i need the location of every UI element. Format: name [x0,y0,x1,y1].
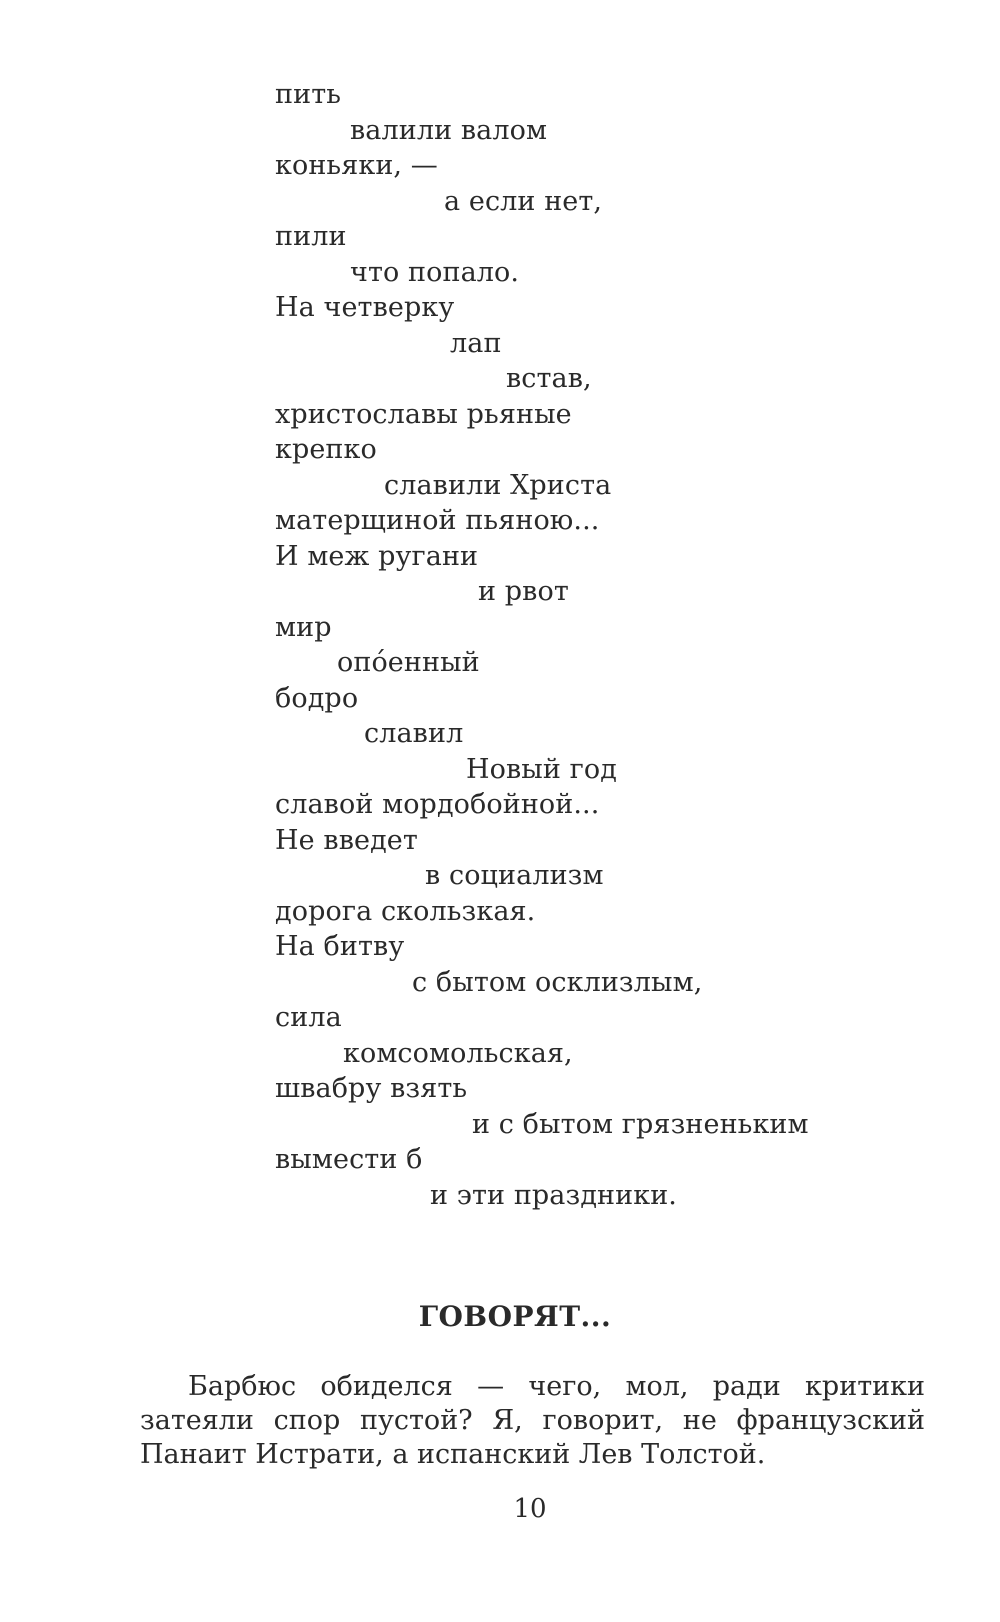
poem-line: Не введет [275,825,418,856]
poem-line: коньяки, — [275,150,438,181]
poem-line: комсомольская, [343,1038,573,1069]
prose-block [140,1370,925,1472]
poem-line: швабру взять [275,1073,468,1104]
poem-line: На битву [275,931,405,962]
poem-line: пить [275,79,342,110]
poem-line: славил [364,718,464,749]
poem-line: и эти праздники. [430,1180,677,1211]
poem-line: а если нет, [444,186,603,217]
page-number: 10 [513,1494,547,1524]
poem-line: дорога скользкая. [275,896,536,927]
poem-line: и с бытом грязненьким [472,1109,809,1140]
poem-line: и рвот [478,576,569,607]
poem-line: славили Христа [384,470,612,501]
poem-line: славой мордобойной... [275,789,600,820]
poem-line: Новый год [466,754,617,785]
prose-paragraph: Барбюс обиделся — чего, мол, ради критики затеяли спор пустой? Я, говорит, не французский Панаит Истрати, а испанский Лев Толстой. [140,1371,925,1470]
poem-line: опо́енный [337,647,480,678]
poem-line: На четверку [275,292,455,323]
poem-line: христославы рьяные [275,399,572,430]
poem-line: лап [450,328,502,359]
poem-line: в социализм [425,860,604,891]
poem-line: с бытом осклизлым, [412,967,703,998]
poem-line: вымести б [275,1144,423,1175]
poem-line: мир [275,612,332,643]
poem-line: матерщиной пьяною... [275,505,600,536]
poem-line: валили валом [350,115,548,146]
poem-line: И меж ругани [275,541,479,572]
poem-line: пили [275,221,347,252]
poem-line: бодро [275,683,359,714]
poem-line: что попало. [350,257,520,288]
poem-line: крепко [275,434,377,465]
poem-line: сила [275,1002,342,1033]
poem-line: встав, [506,363,592,394]
section-heading: ГОВОРЯТ... [418,1300,612,1333]
